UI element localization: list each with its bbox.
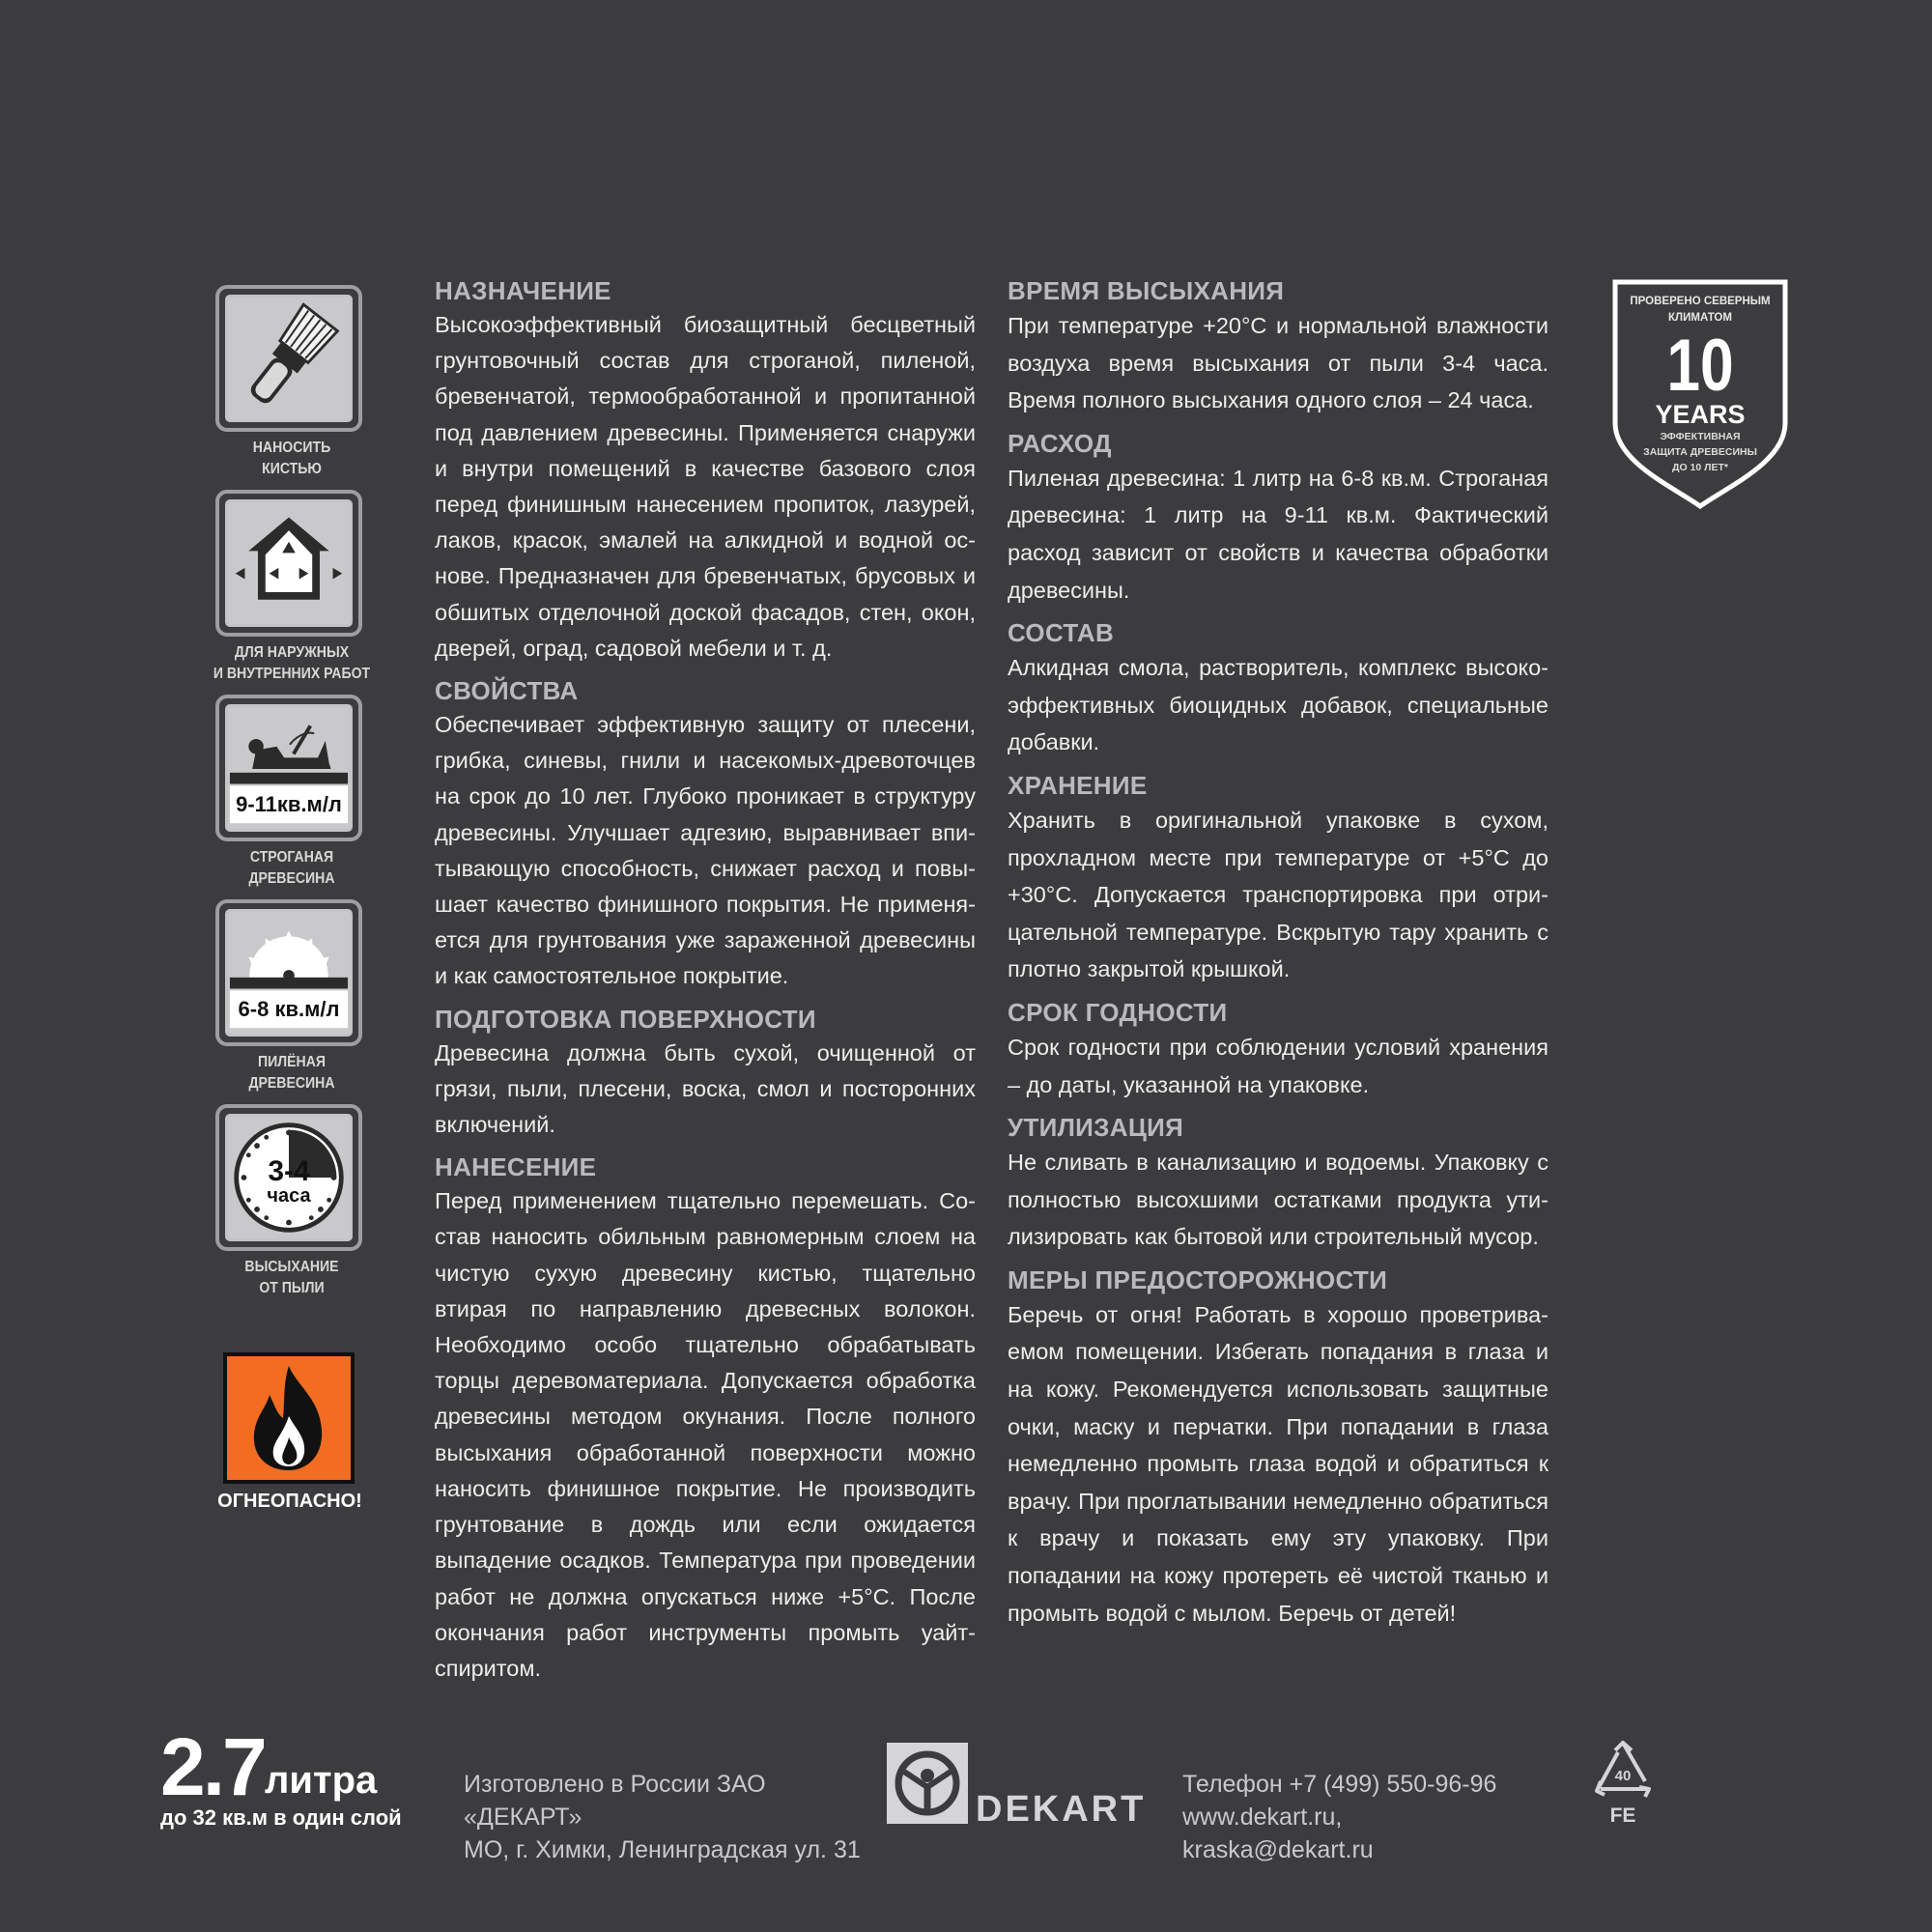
recycling-mark xyxy=(1589,1739,1657,1832)
section-shelf-life xyxy=(1008,996,1548,1103)
text-column-right xyxy=(1008,274,1548,1639)
brush-tile xyxy=(215,285,362,432)
website-email-link[interactable]: www.dekart.ru, kraska@dekart.ru xyxy=(1182,1804,1374,1863)
sawn-tile xyxy=(215,899,362,1046)
volume-block xyxy=(160,1721,412,1833)
section-consumption xyxy=(1008,427,1548,609)
section-storage xyxy=(1008,769,1548,988)
planed-tile xyxy=(215,695,362,841)
flammable-caption: ОГНЕОПАСНО! xyxy=(217,1491,362,1512)
phone-text: Телефон +7 (499) 550-96-96 xyxy=(1182,1771,1497,1798)
section-composition xyxy=(1008,616,1548,761)
section-title: СОСТАВ xyxy=(1008,618,1115,648)
section-drying-time xyxy=(1008,274,1548,419)
section-title: СРОК ГОДНОСТИ xyxy=(1008,997,1228,1027)
text-column-left xyxy=(435,274,976,1694)
manufacturer-address: МО, г. Химки, Ленинградская ул. 31 xyxy=(464,1836,861,1863)
section-title: НАНЕСЕНИЕ xyxy=(435,1152,597,1182)
paintbrush-icon xyxy=(228,298,350,419)
section-title: МЕРЫ ПРЕДОСТОРОЖНОСТИ xyxy=(1008,1264,1388,1294)
section-text: Срок годности при соблюдении условий хранения – до даты, указанной на упаковке. xyxy=(1008,1034,1548,1097)
brand-name: DEKART xyxy=(976,1789,1147,1830)
section-text: Хранить в оригинальной упаковке в сухом, прохладном месте при температуре от +5°С до +30°С. Допускается транспортировка при отрицательной температуре. Вскрытую тару хранить с плотно закрытой крышкой. xyxy=(1008,807,1548,982)
contact-info xyxy=(1182,1768,1530,1866)
planed-caption: СТРОГАНАЯ ДРЕВЕСИНА xyxy=(248,849,335,887)
manufacturer-info xyxy=(464,1768,869,1866)
section-text: При температуре +20°С и нормальной влажности воздуха время высыхания от пыли 3-4 часа. Время полного высыхания одного слоя – 24 часа. xyxy=(1008,313,1548,413)
manufacturer-line: Изготовлено в России ЗАО «ДЕКАРТ» xyxy=(464,1771,766,1831)
badge-years: YEARS xyxy=(1655,400,1746,429)
section-title: СВОЙСТВА xyxy=(435,676,579,706)
section-properties xyxy=(435,674,976,995)
planed-rate-label: 9-11кв.м/л xyxy=(236,792,342,816)
volume-unit: литра xyxy=(265,1759,378,1802)
section-title: НАЗНАЧЕНИЕ xyxy=(435,276,611,305)
drying-caption: ВЫСЫХАНИЕ ОТ ПЫЛИ xyxy=(244,1259,339,1296)
drying-hours-unit: часа xyxy=(267,1185,311,1207)
section-text: Древесина должна быть сухой, очищенной от грязи, пыли, плесени, воска, смол и посторонних включений. xyxy=(435,1039,976,1138)
section-text: Перед применением тщательно перемешать. Состав наносить обильным равномерным слоем на чистую сухую древесину кистью, тщательно втирая по направлению древесных волокон. Необходимо особо тщательно обрабатывать торцы деревоматериала. Допускается обработка древесины методом окунания. После полного высыхания обработанной поверхности можно наносить финишное покрытие. Не производить грунтование в дождь или если ожидается выпадение осадков. Температура при проведении работ не должна опускаться ниже +5°С. После окончания работ инструменты промыть уайт-спиритом. xyxy=(435,1188,976,1681)
flame-icon xyxy=(227,1356,351,1480)
section-application xyxy=(435,1151,976,1687)
section-title: ПОДГОТОВКА ПОВЕРХНОСТИ xyxy=(435,1004,816,1034)
section-title: ВРЕМЯ ВЫСЫХАНИЯ xyxy=(1008,276,1285,305)
sawn-caption: ПИЛЁНАЯ ДРЕВЕСИНА xyxy=(248,1054,335,1092)
recycle-number: 40 xyxy=(1614,1768,1632,1784)
section-surface-prep xyxy=(435,1003,976,1144)
coverage-text: до 32 кв.м в один слой xyxy=(160,1805,402,1830)
section-text: Алкидная смола, растворитель, комплекс высокоэффективных биоцидных добавок, специальные добавки. xyxy=(1008,655,1548,755)
drying-hours-label: 3-4 xyxy=(268,1155,310,1187)
volume-number: 2.7 xyxy=(160,1721,265,1812)
section-purpose xyxy=(435,274,976,667)
sawn-rate-label: 6-8 кв.м/л xyxy=(238,997,340,1021)
badge-bottom-text: ЭФФЕКТИВНАЯ ЗАЩИТА ДРЕВЕСИНЫ ДО 10 ЛЕТ* xyxy=(1643,431,1757,473)
house-tile xyxy=(215,490,362,637)
brush-caption: НАНОСИТЬ КИСТЬЮ xyxy=(252,440,331,477)
section-title: УТИЛИЗАЦИЯ xyxy=(1008,1113,1184,1143)
house-icon xyxy=(228,502,350,624)
section-text: Не сливать в канализацию и водоемы. Упаковку с полностью высохшими остатками продукта утилизировать как бытовой или строительный мусор. xyxy=(1008,1150,1548,1250)
section-title: РАСХОД xyxy=(1008,428,1112,458)
dekart-logo xyxy=(887,1743,1148,1832)
dekart-emblem-icon xyxy=(887,1743,968,1824)
house-caption: ДЛЯ НАРУЖНЫХ И ВНУТРЕННИХ РАБОТ xyxy=(213,644,371,682)
section-text: Беречь от огня! Работать в хорошо проветриваемом помещении. Избегать попадания в глаза и на кожу. Рекомендуется использовать защитные очки, маску и перчатки. При попадании в глаза немедленно промыть глаза водой и обратиться к врачу. При проглатывании немедленно обратиться к врачу и показать ему эту упаковку. При попадании на кожу протереть её чистой тканью и промыть водой с мылом. Беречь от детей! xyxy=(1008,1301,1548,1626)
badge-number: 10 xyxy=(1666,325,1734,407)
ten-years-badge xyxy=(1611,278,1789,510)
section-text: Пиленая древесина: 1 литр на 6-8 кв.м. Строганая древесина: 1 литр на 9-11 кв.м. Фактический расход зависит от свойств и качества обработки древесины. xyxy=(1008,465,1548,603)
section-precautions xyxy=(1008,1264,1548,1632)
flammable-warning xyxy=(223,1352,355,1484)
section-text: Высокоэффективный биозащитный бесцветный грунтовочный состав для строганой, пиленой, бревенчатой, термообработанной и пропитанной под давлением древесины. Применяется снаружи и внутри помещений в качестве базового слоя перед финишным нанесением пропиток, лазурей, лаков, красок, эмалей на алкидной и водной основе. Предназначен для бревенчатых, брусовых и обшитых отделочной доской фасадов, стен, окон, дверей, оград, садовой мебели и т. д. xyxy=(435,312,976,661)
section-text: Обеспечивает эффективную защиту от плесени, грибка, синевы, гнили и насекомых-древоточцев на срок до 10 лет. Глубоко проникает в структуру древесины. Улучшает адгезию, выравнивает впитывающую способность, снижает расход и повышает качество финишного покрытия. Не применяется для грунтования уже зараженной древесины и как самостоятельное покрытие. xyxy=(435,712,976,989)
recycle-code: FE xyxy=(1609,1804,1636,1827)
badge-top-text: ПРОВЕРЕНО СЕВЕРНЫМ КЛИМАТОМ xyxy=(1630,296,1771,324)
drying-tile xyxy=(215,1104,362,1251)
section-disposal xyxy=(1008,1111,1548,1256)
section-title: ХРАНЕНИЕ xyxy=(1008,770,1148,800)
